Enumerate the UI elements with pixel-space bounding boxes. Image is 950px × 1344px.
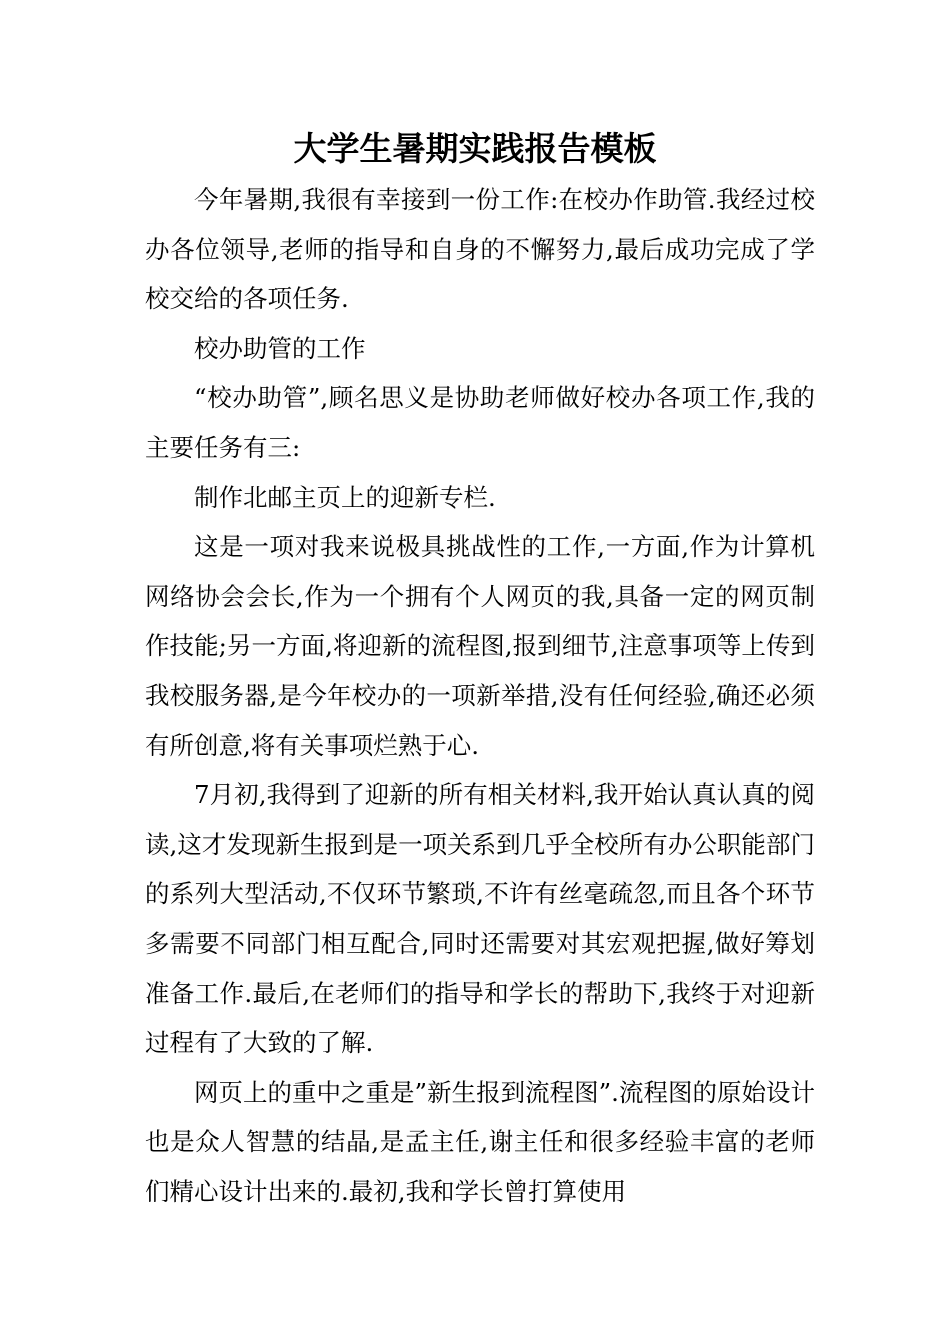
paragraph-july-materials: 7月初,我得到了迎新的所有相关材料,我开始认真认真的阅读,这才发现新生报到是一项关系到几乎全校所有办公职能部门的系列大型活动,不仅环节繁琐,不许有丝毫疏忽,而且各个环节多需要不同部门相互配合,同时还需要对其宏观把握,做好筹划准备工作.最后,在老师们的指导和学长的帮助下,我终于对迎新过程有了大致的了解. — [145, 780, 815, 1058]
document-body — [145, 175, 815, 1216]
document-title: 大学生暑期实践报告模板 — [293, 129, 657, 168]
paragraph-challenge: 这是一项对我来说极具挑战性的工作,一方面,作为计算机网络协会会长,作为一个拥有个人网页的我,具备一定的网页制作技能;另一方面,将迎新的流程图,报到细节,注意事项等上传到我校服务器,是今年校办的一项新举措,没有任何经验,确还必须有所创意,将有关事项烂熟于心. — [145, 532, 815, 760]
paragraph-flowchart: 网页上的重中之重是”新生报到流程图”.流程图的原始设计也是众人智慧的结晶,是孟主任,谢主任和很多经验丰富的老师们精心设计出来的.最初,我和学长曾打算使用 — [145, 1077, 815, 1206]
task-item-welcome-column: 制作北邮主页上的迎新专栏. — [194, 482, 496, 512]
section-heading-duties: 校办助管的工作 — [194, 333, 366, 363]
paragraph-role-definition: “校办助管”,顾名思义是协助老师做好校办各项工作,我的主要任务有三: — [145, 383, 815, 462]
paragraph-intro: 今年暑期,我很有幸接到一份工作:在校办作助管.我经过校办各位领导,老师的指导和自身的不懈努力,最后成功完成了学校交给的各项任务. — [145, 185, 815, 314]
